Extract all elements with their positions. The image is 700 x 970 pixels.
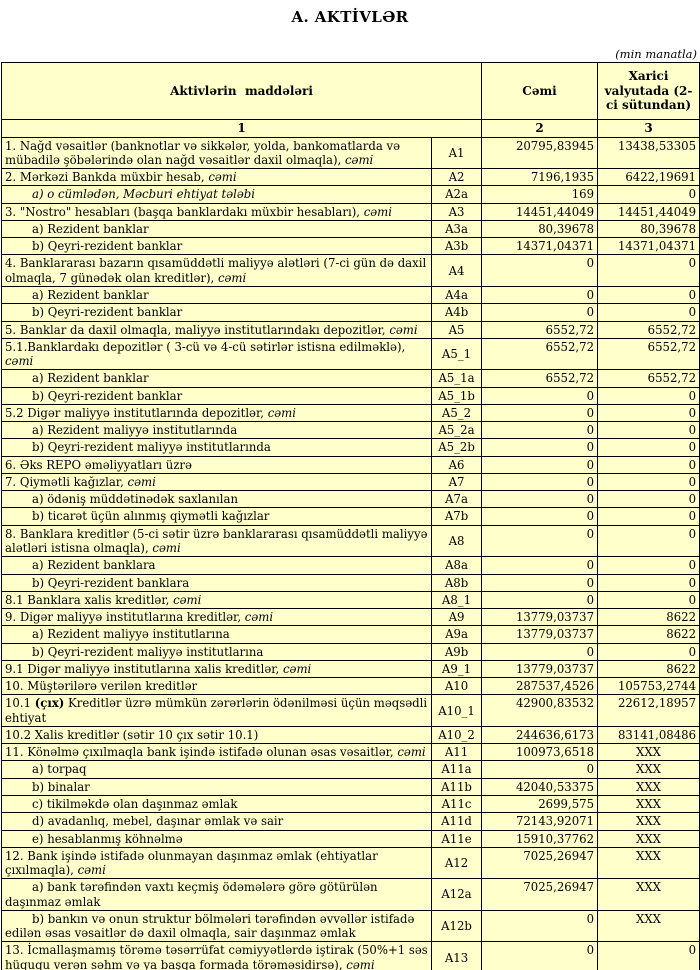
item-label-cell: a) Rezident banklar (2, 287, 432, 304)
item-label-cell: 10.1 (çıx) Kreditlər üzrə mümkün zərərlərin ödənilməsi üçün məqsədli ehtiyat (2, 695, 432, 727)
item-label-cell: 5. Banklar da daxil olmaqla, maliyyə institutlarındakı depozitlər, cəmi (2, 321, 432, 338)
total-value-cell: 0 (482, 942, 598, 970)
item-label-cell: 10. Müştərilərə verilən kreditlər (2, 678, 432, 695)
total-value-cell: 0 (482, 439, 598, 456)
total-value-cell: 0 (482, 574, 598, 591)
total-value-cell: 169 (482, 186, 598, 203)
foreign-value-cell: 0 (598, 304, 700, 321)
header-row (2, 63, 700, 120)
total-value-cell: 244636,6173 (482, 726, 598, 743)
item-code-cell: A13 (432, 942, 482, 970)
item-label-cell: c) tikilməkdə olan daşınmaz əmlak (2, 795, 432, 812)
foreign-value-cell: 14451,44049 (598, 203, 700, 220)
table-row (2, 744, 700, 761)
unit-note: (min manatla) (615, 47, 697, 61)
total-value-cell: 13779,03737 (482, 626, 598, 643)
item-label-cell: 6. Əks REPO əməliyyatları üzrə (2, 456, 432, 473)
column-number-1: 1 (2, 120, 482, 138)
item-label-cell: 8.1 Banklara xalis kreditlər, cəmi (2, 591, 432, 608)
column-number-3: 3 (598, 120, 700, 138)
table-row (2, 304, 700, 321)
table-row (2, 626, 700, 643)
total-value-cell: 2699,575 (482, 795, 598, 812)
total-value-cell: 0 (482, 491, 598, 508)
item-code-cell: A8b (432, 574, 482, 591)
table-header (2, 63, 700, 138)
foreign-value-cell: 80,39678 (598, 220, 700, 237)
item-code-cell: A6 (432, 456, 482, 473)
table-row (2, 137, 700, 169)
item-code-cell: A11 (432, 744, 482, 761)
foreign-value-cell: XXX (598, 910, 700, 942)
item-code-cell: A10 (432, 678, 482, 695)
total-value-cell: 80,39678 (482, 220, 598, 237)
foreign-value-cell: 0 (598, 508, 700, 525)
header-total-label: Cəmi (482, 63, 598, 120)
table-row (2, 778, 700, 795)
table-row (2, 321, 700, 338)
item-code-cell: A5_1b (432, 387, 482, 404)
item-label-cell: 10.2 Xalis kreditlər (sətir 10 çıx sətir 10.1) (2, 726, 432, 743)
item-code-cell: A9b (432, 643, 482, 660)
item-code-cell: A11d (432, 813, 482, 830)
item-code-cell: A12b (432, 910, 482, 942)
total-value-cell: 0 (482, 508, 598, 525)
table-row (2, 169, 700, 186)
item-label-cell: 5.2 Digər maliyyə institutlarında depozitlər, cəmi (2, 404, 432, 421)
item-label-cell: 8. Banklara kreditlər (5-ci sətir üzrə banklararası qısamüddətli maliyyə alətləri istisna olmaqla), cəmi (2, 525, 432, 557)
total-value-cell: 287537,4526 (482, 678, 598, 695)
foreign-value-cell: 14371,04371 (598, 238, 700, 255)
item-code-cell: A5_2b (432, 439, 482, 456)
item-code-cell: A11b (432, 778, 482, 795)
foreign-value-cell: XXX (598, 778, 700, 795)
item-label-cell: 7. Qiymətli kağızlar, cəmi (2, 473, 432, 490)
item-label-cell: b) Qeyri-rezident maliyyə institutlarında (2, 439, 432, 456)
item-code-cell: A2 (432, 169, 482, 186)
table-row (2, 473, 700, 490)
column-number-2: 2 (482, 120, 598, 138)
table-row (2, 942, 700, 970)
item-code-cell: A5_1a (432, 370, 482, 387)
item-code-cell: A8a (432, 557, 482, 574)
total-value-cell: 0 (482, 761, 598, 778)
item-label-cell: 5.1.Banklardakı depozitlər ( 3-cü və 4-cü sətirlər istisna edilməklə), cəmi (2, 338, 432, 370)
item-label-cell: a) Rezident banklara (2, 557, 432, 574)
table-row (2, 255, 700, 287)
table-row (2, 830, 700, 847)
foreign-value-cell: 83141,08486 (598, 726, 700, 743)
item-label-cell: 9. Digər maliyyə institutlarına kreditlər, cəmi (2, 609, 432, 626)
foreign-value-cell: 0 (598, 473, 700, 490)
total-value-cell: 0 (482, 422, 598, 439)
total-value-cell: 6552,72 (482, 370, 598, 387)
total-value-cell: 42900,83532 (482, 695, 598, 727)
item-code-cell: A11c (432, 795, 482, 812)
item-label-cell: a) Rezident banklar (2, 370, 432, 387)
foreign-value-cell: 6552,72 (598, 321, 700, 338)
foreign-value-cell: 0 (598, 255, 700, 287)
foreign-value-cell: 0 (598, 591, 700, 608)
item-label-cell: 3. "Nostro" hesabları (başqa banklardakı müxbir hesabları), cəmi (2, 203, 432, 220)
table-row (2, 508, 700, 525)
total-value-cell: 0 (482, 643, 598, 660)
item-label-cell: b) Qeyri-rezident banklar (2, 304, 432, 321)
table-row (2, 387, 700, 404)
table-row (2, 695, 700, 727)
header-items-label: Aktivlərin maddələri (2, 63, 482, 120)
item-code-cell: A9a (432, 626, 482, 643)
table-row (2, 422, 700, 439)
foreign-value-cell: XXX (598, 813, 700, 830)
foreign-value-cell: 0 (598, 643, 700, 660)
item-code-cell: A3b (432, 238, 482, 255)
foreign-value-cell: 8622 (598, 660, 700, 677)
item-label-cell: b) Qeyri-rezident maliyyə institutlarına (2, 643, 432, 660)
table-row (2, 525, 700, 557)
total-value-cell: 13779,03737 (482, 609, 598, 626)
foreign-value-cell: XXX (598, 744, 700, 761)
table-row (2, 609, 700, 626)
total-value-cell: 0 (482, 910, 598, 942)
total-value-cell: 7196,1935 (482, 169, 598, 186)
total-value-cell: 14371,04371 (482, 238, 598, 255)
table-row (2, 847, 700, 879)
item-label-cell: e) hesablanmış köhnəlmə (2, 830, 432, 847)
item-code-cell: A1 (432, 137, 482, 169)
table-row (2, 726, 700, 743)
table-row (2, 591, 700, 608)
total-value-cell: 14451,44049 (482, 203, 598, 220)
foreign-value-cell: 13438,53305 (598, 137, 700, 169)
foreign-value-cell: XXX (598, 879, 700, 911)
table-row (2, 910, 700, 942)
total-value-cell: 7025,26947 (482, 879, 598, 911)
item-label-cell: a) ödəniş müddətinədək saxlanılan (2, 491, 432, 508)
item-code-cell: A7a (432, 491, 482, 508)
total-value-cell: 72143,92071 (482, 813, 598, 830)
total-value-cell: 0 (482, 255, 598, 287)
table-row (2, 220, 700, 237)
item-code-cell: A4a (432, 287, 482, 304)
item-code-cell: A2a (432, 186, 482, 203)
total-value-cell: 0 (482, 456, 598, 473)
foreign-value-cell: 0 (598, 439, 700, 456)
total-value-cell: 0 (482, 404, 598, 421)
total-value-cell: 0 (482, 557, 598, 574)
item-label-cell: a) torpaq (2, 761, 432, 778)
total-value-cell: 0 (482, 304, 598, 321)
foreign-value-cell: XXX (598, 761, 700, 778)
foreign-value-cell: 6552,72 (598, 338, 700, 370)
table-row (2, 456, 700, 473)
foreign-value-cell: 0 (598, 404, 700, 421)
item-code-cell: A5_2a (432, 422, 482, 439)
table-row (2, 203, 700, 220)
item-code-cell: A9_1 (432, 660, 482, 677)
table-body (2, 137, 700, 970)
table-row (2, 404, 700, 421)
total-value-cell: 0 (482, 287, 598, 304)
total-value-cell: 0 (482, 473, 598, 490)
item-label-cell: b) Qeyri-rezident banklara (2, 574, 432, 591)
item-label-cell: 4. Banklararası bazarın qısamüddətli maliyyə alətləri (7-ci gün də daxil olmaqla, 7 günədək olan kreditlər), cəmi (2, 255, 432, 287)
header-foreign-label: Xarici valyutada (2-ci sütundan) (598, 63, 700, 120)
item-code-cell: A10_2 (432, 726, 482, 743)
foreign-value-cell: XXX (598, 795, 700, 812)
table-row (2, 879, 700, 911)
item-code-cell: A5_1 (432, 338, 482, 370)
foreign-value-cell: 0 (598, 287, 700, 304)
foreign-value-cell: 6552,72 (598, 370, 700, 387)
item-code-cell: A11e (432, 830, 482, 847)
total-value-cell: 6552,72 (482, 338, 598, 370)
item-label-cell: d) avadanlıq, mebel, daşınar əmlak və sair (2, 813, 432, 830)
page-title: A. AKTİVLƏR (291, 8, 409, 26)
item-label-cell: b) bankın və onun struktur bölmələri tərəfindən əvvəllər istifadə edilən əsas vəsaitlər də daxil olmaqla, sair daşınmaz əmlak (2, 910, 432, 942)
total-value-cell: 13779,03737 (482, 660, 598, 677)
foreign-value-cell: 6422,19691 (598, 169, 700, 186)
foreign-value-cell: 0 (598, 186, 700, 203)
foreign-value-cell: 0 (598, 942, 700, 970)
table-row (2, 643, 700, 660)
total-value-cell: 42040,53375 (482, 778, 598, 795)
table-row (2, 439, 700, 456)
item-label-cell: 12. Bank işində istifadə olunmayan daşınmaz əmlak (ehtiyatlar çıxılmaqla), cəmi (2, 847, 432, 879)
foreign-value-cell: 105753,2744 (598, 678, 700, 695)
item-code-cell: A12 (432, 847, 482, 879)
item-code-cell: A11a (432, 761, 482, 778)
table-row (2, 238, 700, 255)
table-row (2, 660, 700, 677)
table-row (2, 574, 700, 591)
item-label-cell: a) Rezident banklar (2, 220, 432, 237)
item-label-cell: b) ticarət üçün alınmış qiymətli kağızlar (2, 508, 432, 525)
column-number-row (2, 120, 700, 138)
foreign-value-cell: 0 (598, 422, 700, 439)
table-row (2, 370, 700, 387)
item-code-cell: A3 (432, 203, 482, 220)
table-row (2, 678, 700, 695)
total-value-cell: 7025,26947 (482, 847, 598, 879)
total-value-cell: 15910,37762 (482, 830, 598, 847)
item-label-cell: a) bank tərəfindən vaxtı keçmiş ödəmələrə görə götürülən daşınmaz əmlak (2, 879, 432, 911)
table-row (2, 795, 700, 812)
item-label-cell: b) Qeyri-rezident banklar (2, 387, 432, 404)
foreign-value-cell: 0 (598, 574, 700, 591)
total-value-cell: 6552,72 (482, 321, 598, 338)
item-label-cell: a) o cümlədən, Məcburi ehtiyat tələbi (2, 186, 432, 203)
item-code-cell: A8 (432, 525, 482, 557)
total-value-cell: 0 (482, 525, 598, 557)
item-code-cell: A3a (432, 220, 482, 237)
foreign-value-cell: 0 (598, 557, 700, 574)
foreign-value-cell: 8622 (598, 609, 700, 626)
item-code-cell: A8_1 (432, 591, 482, 608)
item-code-cell: A7 (432, 473, 482, 490)
foreign-value-cell: 0 (598, 456, 700, 473)
assets-table (1, 62, 700, 970)
item-code-cell: A4b (432, 304, 482, 321)
item-label-cell: 9.1 Digər maliyyə institutlarına xalis kreditlər, cəmi (2, 660, 432, 677)
foreign-value-cell: XXX (598, 830, 700, 847)
foreign-value-cell: XXX (598, 847, 700, 879)
table-row (2, 186, 700, 203)
item-code-cell: A9 (432, 609, 482, 626)
table-row (2, 338, 700, 370)
total-value-cell: 0 (482, 387, 598, 404)
foreign-value-cell: 0 (598, 387, 700, 404)
item-label-cell: 2. Mərkəzi Bankda müxbir hesab, cəmi (2, 169, 432, 186)
item-label-cell: 13. İcmallaşmamış törəmə təsərrüfat cəmiyyətlərdə iştirak (50%+1 səs hüququ verən səhm və ya başqa formada törəməsidirsə), cəmi (2, 942, 432, 970)
table-row (2, 813, 700, 830)
item-label-cell: a) Rezident maliyyə institutlarında (2, 422, 432, 439)
table-row (2, 287, 700, 304)
item-code-cell: A7b (432, 508, 482, 525)
item-code-cell: A12a (432, 879, 482, 911)
table-row (2, 557, 700, 574)
table-row (2, 491, 700, 508)
item-code-cell: A5_2 (432, 404, 482, 421)
item-code-cell: A5 (432, 321, 482, 338)
total-value-cell: 20795,83945 (482, 137, 598, 169)
item-label-cell: b) binalar (2, 778, 432, 795)
item-label-cell: 11. Könəlmə çıxılmaqla bank işində istifadə olunan əsas vəsaitlər, cəmi (2, 744, 432, 761)
foreign-value-cell: 8622 (598, 626, 700, 643)
total-value-cell: 0 (482, 591, 598, 608)
foreign-value-cell: 0 (598, 525, 700, 557)
item-label-cell: b) Qeyri-rezident banklar (2, 238, 432, 255)
item-code-cell: A4 (432, 255, 482, 287)
item-label-cell: a) Rezident maliyyə institutlarına (2, 626, 432, 643)
table-row (2, 761, 700, 778)
item-code-cell: A10_1 (432, 695, 482, 727)
foreign-value-cell: 0 (598, 491, 700, 508)
total-value-cell: 100973,6518 (482, 744, 598, 761)
foreign-value-cell: 22612,18957 (598, 695, 700, 727)
item-label-cell: 1. Nağd vəsaitlər (banknotlar və sikkələr, yolda, bankomatlarda və mübadilə şöbələrində olan nağd vəsaitlər daxil olmaqla), cəmi (2, 137, 432, 169)
